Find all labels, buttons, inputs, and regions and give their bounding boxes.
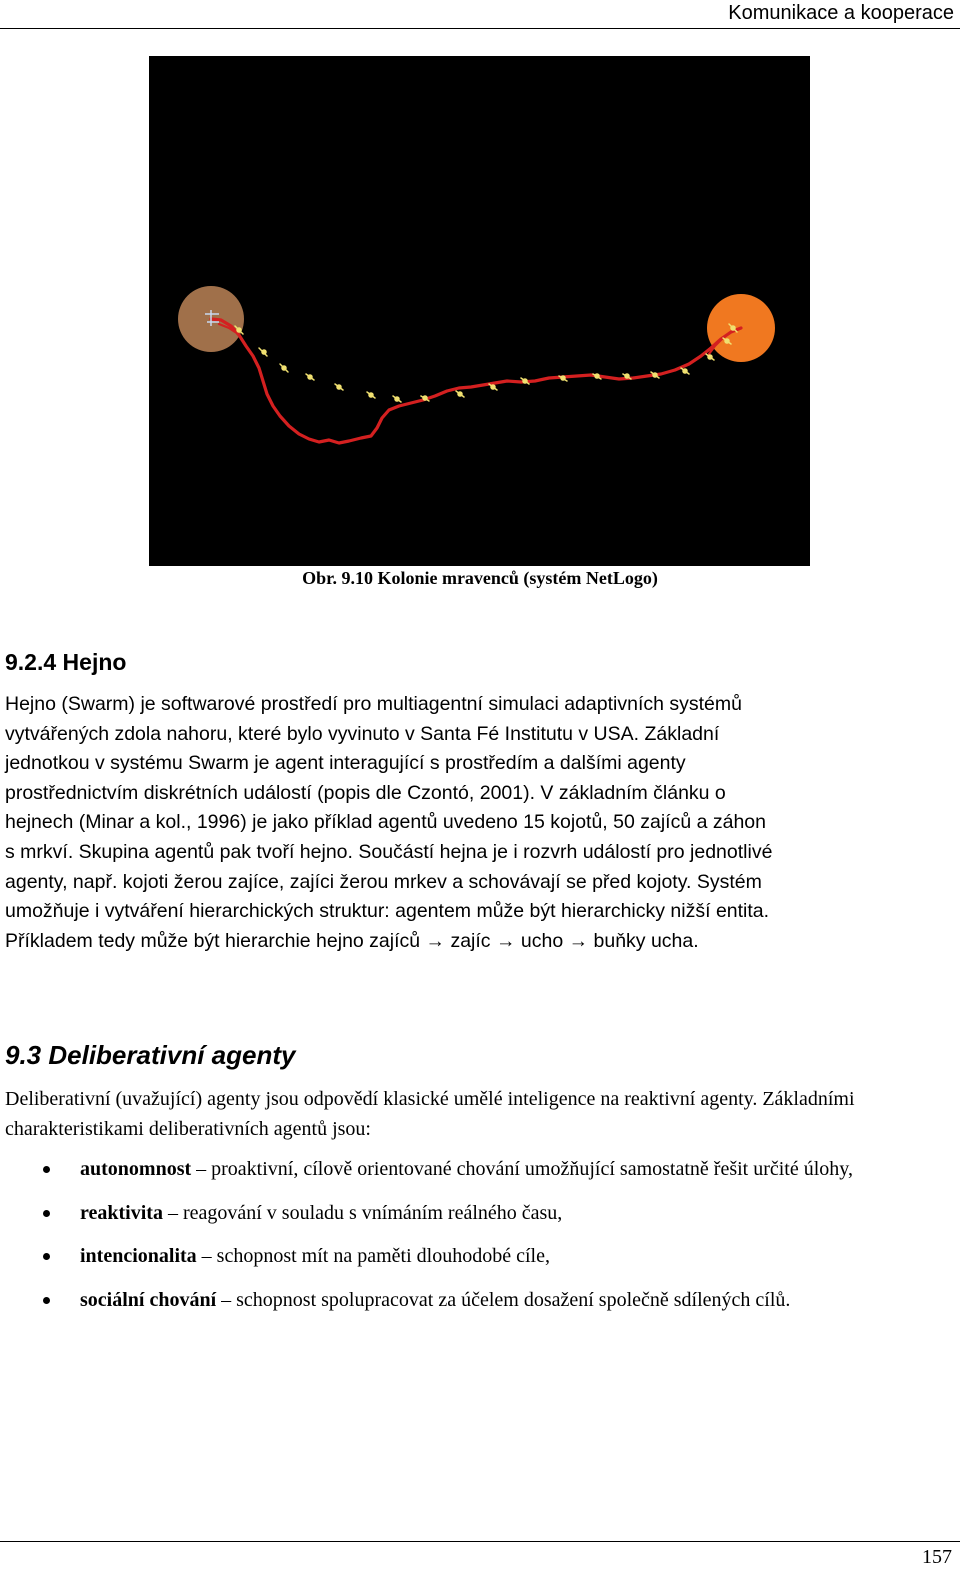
paragraph-line: vytvářených zdola nahoru, které bylo vyvinuto v Santa Fé Institutu v USA. Základní (5, 722, 720, 745)
list-item (0, 1285, 960, 1315)
list-item-term: autonomnost (80, 1158, 192, 1180)
header-rule (0, 28, 960, 29)
list-item-term: reaktivita (80, 1202, 163, 1224)
footer-rule (0, 1541, 960, 1542)
paragraph-line: Hejno (Swarm) je softwarové prostředí pro multiagentní simulaci adaptivních systémů (5, 693, 742, 715)
paragraph-line: agenty, např. kojoti žerou zajíce, zajíci žerou mrkev a schovávají se před kojoty. Systém (5, 870, 762, 893)
section-heading-swarm: 9.2.4 Hejno (5, 649, 127, 675)
figure-ant-colony (149, 56, 810, 566)
section-heading-deliberative: 9.3 Deliberativní agenty (5, 1040, 296, 1070)
characteristics-list (0, 1154, 960, 1315)
paragraph-line: jednotkou v systému Swarm je agent interagující s prostředím a dalšími agenty (5, 752, 686, 775)
paragraph-line: umožňuje i vytváření hierarchických struktur: agentem může být hierarchicky nižší entita. (5, 900, 770, 923)
list-item (0, 1241, 960, 1271)
list-item-term: sociální chování (80, 1289, 217, 1311)
page-number: 157 (922, 1546, 952, 1568)
list-item-text: – reagování v souladu s vnímáním reálného času, (162, 1202, 563, 1224)
list-item-term: intencionalita (80, 1245, 197, 1267)
bullet-icon (43, 1166, 50, 1173)
list-item-text: – proaktivní, cílově orientované chování umožňující samostatně řešit určité úlohy, (191, 1158, 853, 1180)
list-item-text: – schopnost spolupracovat za účelem dosažení společně sdílených cílů. (216, 1289, 791, 1311)
paragraph-line: s mrkví. Skupina agentů pak tvoří hejno. Součástí hejna je i rozvrh událostí pro jednotlivé (5, 841, 773, 863)
list-item-text: – schopnost mít na paměti dlouhodobé cíle, (196, 1245, 550, 1267)
paragraph-line: hejnech (Minar a kol., 1996) je jako příklad agentů uvedeno 15 kojotů, 50 zajíců a záhon (5, 811, 766, 834)
list-item (0, 1198, 960, 1228)
list-item (0, 1154, 960, 1184)
simulation-background (149, 56, 810, 566)
figure-caption: Obr. 9.10 Kolonie mravenců (systém NetLogo) (302, 568, 658, 588)
paragraph-deliberative-intro: Deliberativní (uvažující) agenty jsou odpovědí klasické umělé inteligence na reaktivní agenty. Základními charakteristikami deliberativních agentů jsou: (5, 1088, 855, 1140)
paragraph-line: Příkladem tedy může být hierarchie hejno zajíců → zajíc → ucho → buňky ucha. (5, 929, 699, 952)
ant-colony-simulation (149, 56, 810, 566)
bullet-icon (43, 1210, 50, 1217)
paragraph-line: prostřednictvím diskrétních událostí (popis dle Czontó, 2001). V základním článku o (5, 781, 726, 804)
bullet-icon (43, 1297, 50, 1304)
running-header-title: Komunikace a kooperace (728, 2, 954, 24)
bullet-icon (43, 1253, 50, 1260)
